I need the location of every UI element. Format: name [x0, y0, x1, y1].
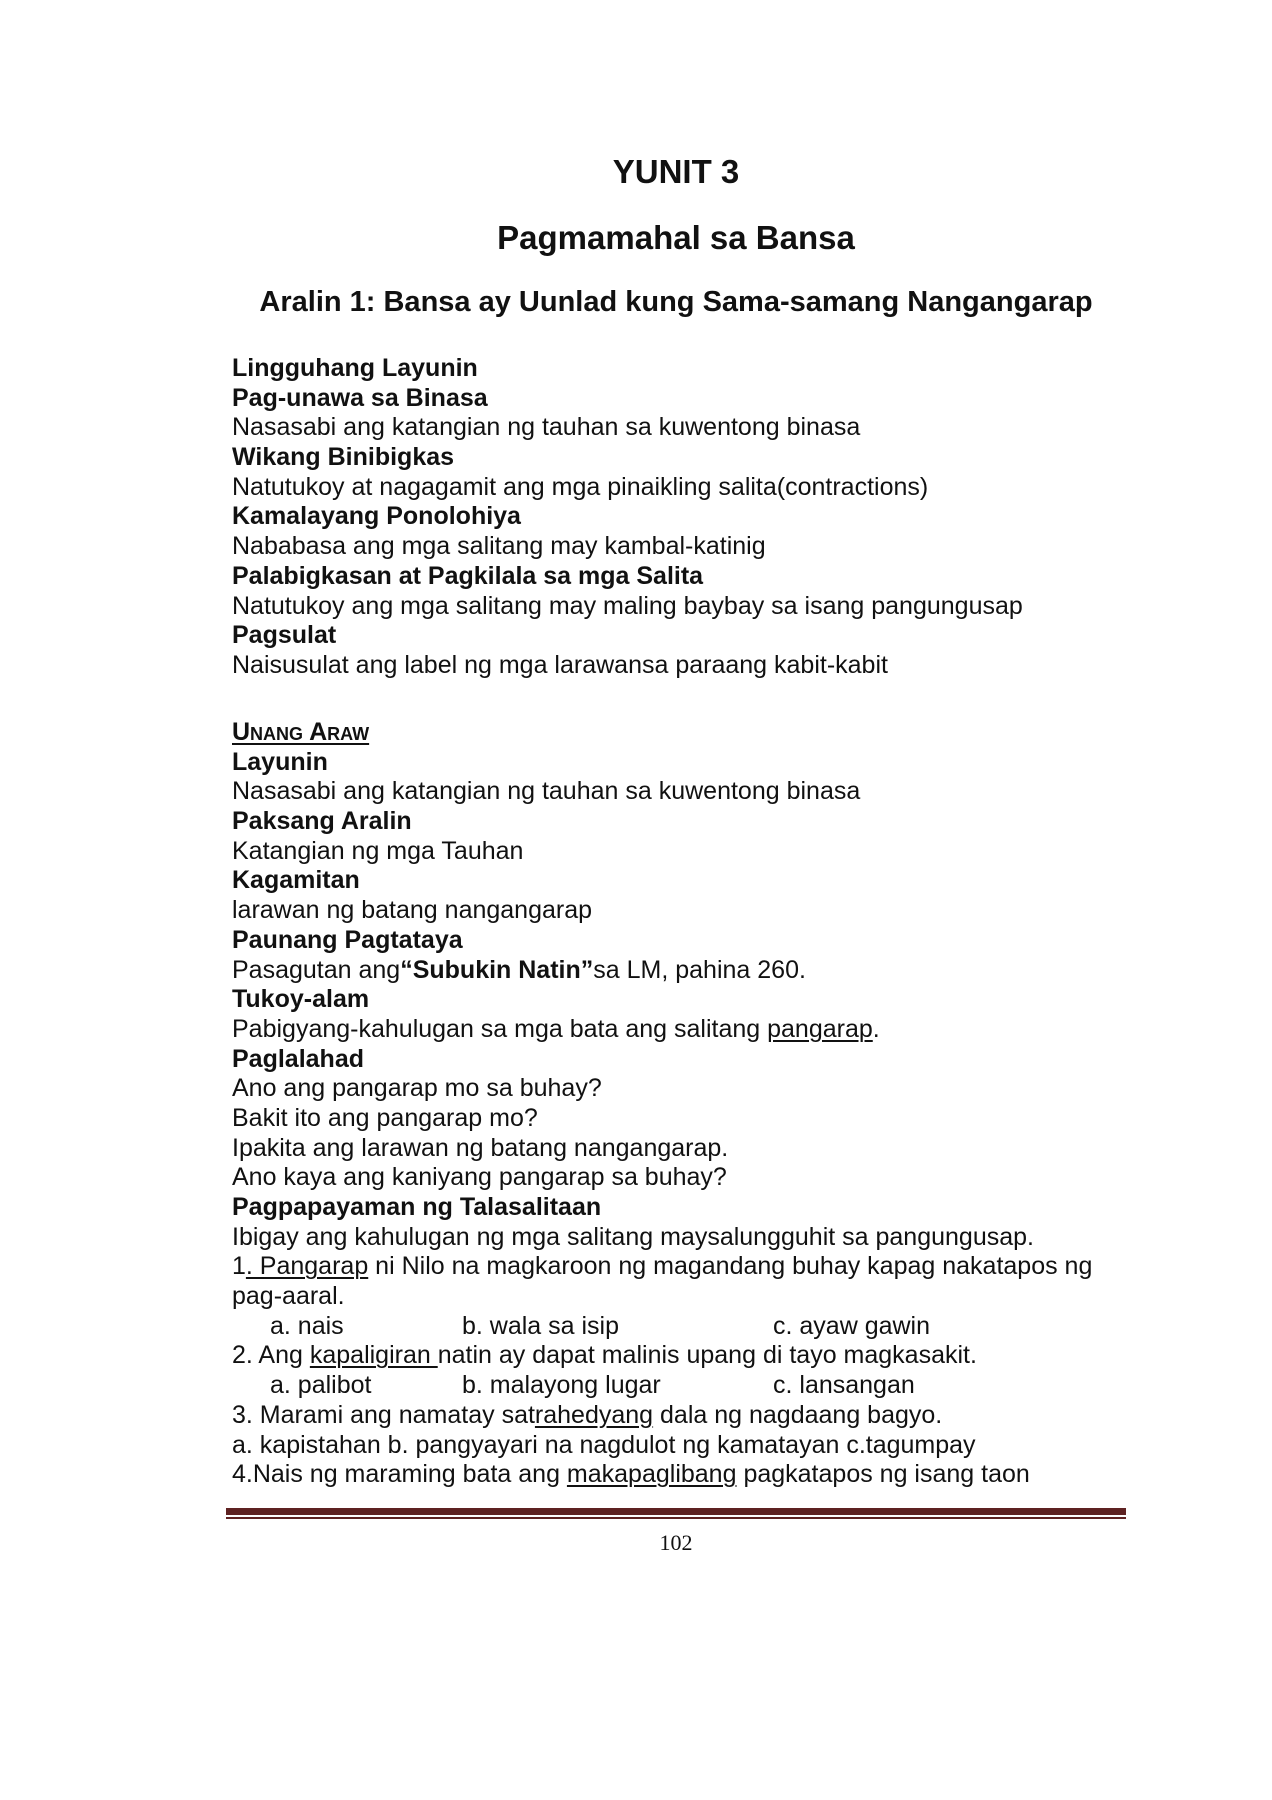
section-heading: Pag-unawa sa Binasa	[232, 383, 488, 412]
section-heading: Paksang Aralin	[232, 807, 412, 836]
text-line	[232, 651, 1023, 681]
section-heading: Paglalahad	[232, 1044, 364, 1073]
body-text: Bakit ito ang pangarap mo?	[232, 1103, 538, 1132]
body-text: dala ng nagdaang bagyo.	[653, 1400, 943, 1429]
section-heading: Tukoy-alam	[232, 985, 370, 1014]
text-line	[232, 562, 1023, 592]
text-line	[232, 621, 1023, 651]
body-text: 3. Marami ang namatay sat	[232, 1400, 535, 1429]
answer-option: b. malayong lugar	[462, 1371, 661, 1400]
section-heading: Pagsulat	[232, 621, 337, 650]
section-heading: Kamalayang Ponolohiya	[232, 502, 521, 531]
text-line	[232, 807, 1092, 837]
body-text: Nasasabi ang katangian ng tauhan sa kuwentong binasa	[232, 413, 861, 442]
body-text: Ano kaya ang kaniyang pangarap sa buhay?	[232, 1163, 727, 1192]
text-line	[232, 1252, 1092, 1282]
body-text: Nasasabi ang katangian ng tauhan sa kuwentong binasa	[232, 777, 861, 806]
body-text: Pasagutan ang	[232, 955, 401, 984]
footer-rule-thin	[226, 1517, 1126, 1519]
body-text: pagkatapos ng isang taon	[736, 1460, 1030, 1489]
text-line	[232, 866, 1092, 896]
text-line	[232, 1431, 1092, 1461]
weekly-objectives	[232, 354, 1023, 681]
text-line	[232, 777, 1092, 807]
answer-option: c. ayaw gawin	[773, 1311, 931, 1340]
body-text: Natutukoy at nagagamit ang mga pinaikling salita(contractions)	[232, 472, 929, 501]
text-line	[232, 532, 1023, 562]
day-one-section	[232, 718, 1092, 1490]
text-line	[232, 1193, 1092, 1223]
body-text: Pabigyang-kahulugan sa mga bata ang salitang	[232, 1014, 768, 1043]
text-line	[232, 956, 1092, 986]
answer-option: b. wala sa isip	[462, 1311, 620, 1340]
text-line	[232, 718, 1092, 748]
text-line	[232, 502, 1023, 532]
text-line	[232, 1015, 1092, 1045]
body-text: Naisusulat ang label ng mga larawansa paraang kabit-kabit	[232, 650, 888, 679]
body-text: 2. Ang	[232, 1341, 310, 1370]
text-line	[232, 926, 1092, 956]
text-line	[232, 473, 1023, 503]
text-line	[232, 1341, 1092, 1371]
body-text: .	[872, 1014, 880, 1043]
unit-title: YUNIT 3	[612, 153, 740, 190]
section-heading: Pagpapayaman ng Talasalitaan	[232, 1193, 602, 1221]
text-line	[232, 1401, 1092, 1431]
text-line	[232, 1045, 1092, 1075]
answer-option: c. lansangan	[773, 1371, 915, 1400]
text-line	[232, 1460, 1092, 1490]
body-text: Nababasa ang mga salitang may kambal-katinig	[232, 532, 766, 561]
body-text: pag-aaral.	[232, 1282, 345, 1311]
text-line	[232, 748, 1092, 778]
text-line	[232, 837, 1092, 867]
body-text: Ano ang pangarap mo sa buhay?	[232, 1074, 602, 1103]
body-text: Natutukoy ang mga salitang may maling baybay sa isang pangungusap	[232, 591, 1023, 620]
body-text: Ibigay ang kahulugan ng mga salitang maysalungguhit sa pangungusap.	[232, 1222, 1034, 1251]
body-text: Ipakita ang larawan ng batang nangangarap.	[232, 1133, 729, 1162]
body-text: natin ay dapat malinis upang di tayo magkasakit.	[437, 1341, 977, 1370]
lesson-title: Aralin 1: Bansa ay Uunlad kung Sama-samang Nangangarap	[259, 286, 1093, 318]
underlined-word: . Pangarap	[245, 1252, 369, 1281]
body-text: larawan ng batang nangangarap	[232, 896, 593, 925]
text-line	[232, 896, 1092, 926]
body-text: ni Nilo na magkaroon ng magandang buhay kapag nakatapos ng	[368, 1252, 1093, 1281]
body-text: a. kapistahan b. pangyayari na nagdulot ng kamatayan c.tagumpay	[232, 1430, 976, 1459]
body-text: Katangian ng mga Tauhan	[232, 836, 524, 865]
section-heading: Lingguhang Layunin	[232, 354, 478, 382]
text-line	[232, 413, 1023, 443]
unit-theme: Pagmamahal sa Bansa	[497, 219, 855, 256]
section-heading: Unang Araw	[232, 718, 370, 746]
section-heading: Wikang Binibigkas	[232, 443, 455, 472]
section-heading: Palabigkasan at Pagkilala sa mga Salita	[232, 561, 704, 590]
text-line	[232, 592, 1023, 622]
underlined-word: rahedyang	[534, 1400, 654, 1429]
section-heading: Paunang Pagtataya	[232, 925, 463, 954]
section-heading: “Subukin Natin”	[400, 955, 594, 984]
page-number: 102	[659, 1530, 693, 1555]
answer-option: a. palibot	[270, 1371, 372, 1400]
answer-options	[232, 1312, 1092, 1342]
answer-option: a. nais	[270, 1311, 344, 1340]
text-line	[232, 1223, 1092, 1253]
text-line	[232, 1163, 1092, 1193]
text-line	[232, 985, 1092, 1015]
text-line	[232, 384, 1023, 414]
section-heading: Kagamitan	[232, 866, 360, 895]
text-line	[232, 1134, 1092, 1164]
answer-options	[232, 1371, 1092, 1401]
text-line	[232, 1074, 1092, 1104]
text-line	[232, 1104, 1092, 1134]
underlined-word: pangarap	[767, 1014, 873, 1043]
footer-rule	[226, 1508, 1126, 1515]
body-text: 4.Nais ng maraming bata ang	[232, 1460, 567, 1489]
section-heading: Layunin	[232, 747, 328, 776]
underlined-word: makapaglibang	[566, 1460, 737, 1489]
body-text: 1	[232, 1252, 246, 1281]
text-line	[232, 354, 1023, 384]
text-line	[232, 443, 1023, 473]
body-text: sa LM, pahina 260.	[593, 955, 806, 984]
text-line	[232, 1282, 1092, 1312]
underlined-word: kapaligiran	[309, 1341, 438, 1370]
